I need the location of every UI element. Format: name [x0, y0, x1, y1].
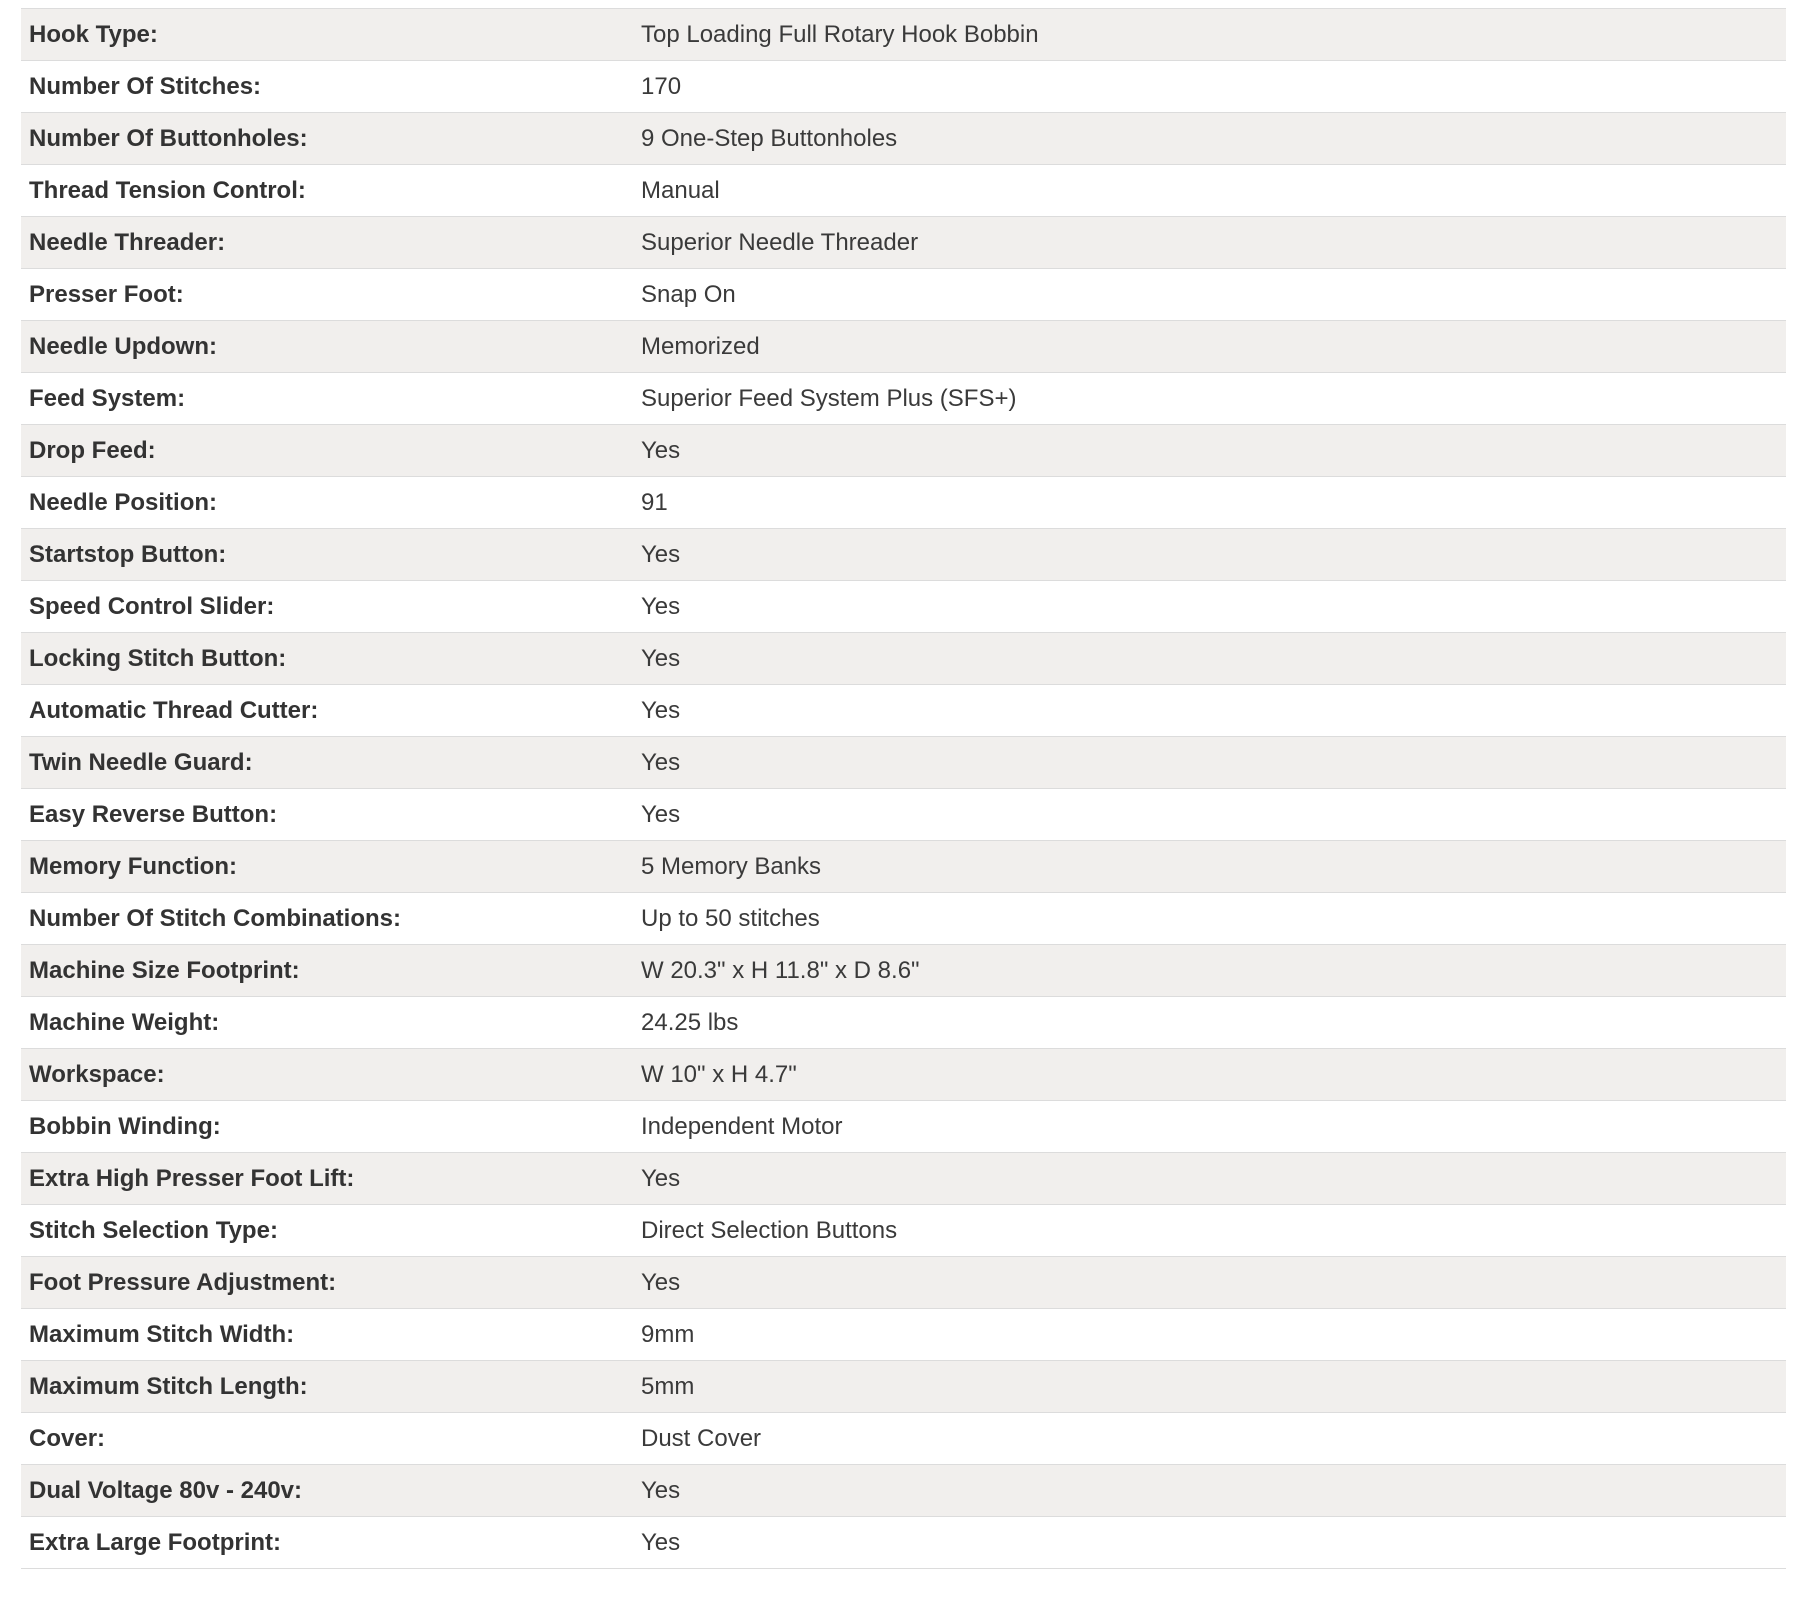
spec-label: Number Of Stitches: — [21, 61, 629, 113]
spec-label: Presser Foot: — [21, 269, 629, 321]
spec-row — [21, 789, 1786, 841]
spec-label: Cover: — [21, 1413, 629, 1465]
spec-value: 5mm — [629, 1361, 1786, 1413]
spec-row — [21, 9, 1786, 61]
spec-row — [21, 425, 1786, 477]
spec-row — [21, 373, 1786, 425]
spec-label: Memory Function: — [21, 841, 629, 893]
spec-row — [21, 893, 1786, 945]
spec-row — [21, 529, 1786, 581]
spec-value: 170 — [629, 61, 1786, 113]
spec-label: Maximum Stitch Length: — [21, 1361, 629, 1413]
spec-label: Number Of Stitch Combinations: — [21, 893, 629, 945]
spec-label: Hook Type: — [21, 9, 629, 61]
spec-row — [21, 217, 1786, 269]
spec-label: Thread Tension Control: — [21, 165, 629, 217]
spec-row — [21, 113, 1786, 165]
spec-label: Automatic Thread Cutter: — [21, 685, 629, 737]
spec-value: Snap On — [629, 269, 1786, 321]
spec-value: 5 Memory Banks — [629, 841, 1786, 893]
spec-label: Maximum Stitch Width: — [21, 1309, 629, 1361]
spec-label: Dual Voltage 80v - 240v: — [21, 1465, 629, 1517]
spec-row — [21, 633, 1786, 685]
spec-label: Workspace: — [21, 1049, 629, 1101]
spec-row — [21, 997, 1786, 1049]
spec-row — [21, 1049, 1786, 1101]
spec-label: Feed System: — [21, 373, 629, 425]
spec-label: Machine Size Footprint: — [21, 945, 629, 997]
spec-label: Needle Threader: — [21, 217, 629, 269]
spec-label: Number Of Buttonholes: — [21, 113, 629, 165]
spec-row — [21, 1101, 1786, 1153]
spec-row — [21, 1309, 1786, 1361]
spec-value: Superior Needle Threader — [629, 217, 1786, 269]
spec-row — [21, 1153, 1786, 1205]
spec-row — [21, 1257, 1786, 1309]
spec-row — [21, 61, 1786, 113]
spec-label: Needle Updown: — [21, 321, 629, 373]
spec-value: 91 — [629, 477, 1786, 529]
spec-value: 24.25 lbs — [629, 997, 1786, 1049]
spec-value: Memorized — [629, 321, 1786, 373]
spec-value: W 20.3" x H 11.8" x D 8.6" — [629, 945, 1786, 997]
spec-label: Extra High Presser Foot Lift: — [21, 1153, 629, 1205]
spec-value: 9mm — [629, 1309, 1786, 1361]
spec-row — [21, 269, 1786, 321]
spec-row — [21, 1413, 1786, 1465]
spec-row — [21, 1205, 1786, 1257]
spec-value: Yes — [629, 633, 1786, 685]
spec-label: Stitch Selection Type: — [21, 1205, 629, 1257]
spec-label: Drop Feed: — [21, 425, 629, 477]
specifications-table — [21, 8, 1786, 1569]
spec-value: Manual — [629, 165, 1786, 217]
spec-row — [21, 165, 1786, 217]
spec-value: 9 One-Step Buttonholes — [629, 113, 1786, 165]
spec-row — [21, 581, 1786, 633]
spec-value: Yes — [629, 1257, 1786, 1309]
spec-value: Yes — [629, 1517, 1786, 1569]
spec-value: W 10" x H 4.7" — [629, 1049, 1786, 1101]
spec-label: Foot Pressure Adjustment: — [21, 1257, 629, 1309]
specifications-body — [21, 9, 1786, 1569]
spec-value: Direct Selection Buttons — [629, 1205, 1786, 1257]
spec-value: Yes — [629, 1153, 1786, 1205]
spec-row — [21, 1361, 1786, 1413]
spec-value: Dust Cover — [629, 1413, 1786, 1465]
spec-label: Easy Reverse Button: — [21, 789, 629, 841]
spec-row — [21, 685, 1786, 737]
spec-value: Independent Motor — [629, 1101, 1786, 1153]
spec-label: Twin Needle Guard: — [21, 737, 629, 789]
spec-value: Yes — [629, 789, 1786, 841]
spec-value: Top Loading Full Rotary Hook Bobbin — [629, 9, 1786, 61]
spec-row — [21, 945, 1786, 997]
spec-value: Up to 50 stitches — [629, 893, 1786, 945]
spec-row — [21, 1517, 1786, 1569]
spec-value: Yes — [629, 581, 1786, 633]
spec-label: Extra Large Footprint: — [21, 1517, 629, 1569]
spec-label: Locking Stitch Button: — [21, 633, 629, 685]
spec-label: Speed Control Slider: — [21, 581, 629, 633]
spec-label: Startstop Button: — [21, 529, 629, 581]
spec-value: Yes — [629, 425, 1786, 477]
spec-value: Superior Feed System Plus (SFS+) — [629, 373, 1786, 425]
spec-row — [21, 841, 1786, 893]
spec-value: Yes — [629, 1465, 1786, 1517]
spec-label: Bobbin Winding: — [21, 1101, 629, 1153]
spec-value: Yes — [629, 529, 1786, 581]
spec-row — [21, 477, 1786, 529]
spec-label: Needle Position: — [21, 477, 629, 529]
spec-value: Yes — [629, 737, 1786, 789]
spec-row — [21, 737, 1786, 789]
spec-label: Machine Weight: — [21, 997, 629, 1049]
spec-value: Yes — [629, 685, 1786, 737]
spec-row — [21, 1465, 1786, 1517]
spec-row — [21, 321, 1786, 373]
